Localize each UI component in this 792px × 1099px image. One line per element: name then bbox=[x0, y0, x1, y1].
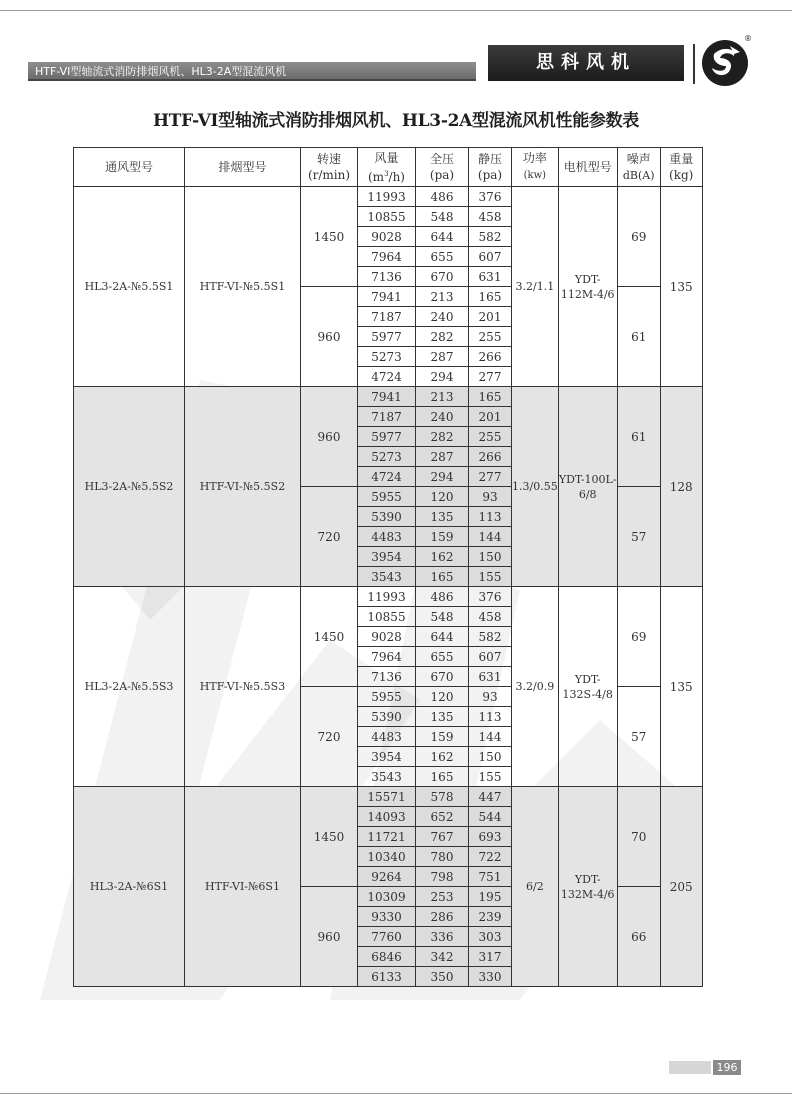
noise-cell: 57 bbox=[617, 487, 660, 587]
model-group bbox=[74, 587, 703, 787]
static-pressure-cell: 607 bbox=[469, 247, 512, 267]
performance-table-wrapper bbox=[73, 147, 703, 987]
header-vent-model: 通风型号 bbox=[74, 148, 185, 187]
airflow-cell: 9028 bbox=[358, 627, 416, 647]
vent-model-cell: HL3-2A-№5.5S3 bbox=[74, 587, 185, 787]
airflow-cell: 9028 bbox=[358, 227, 416, 247]
static-pressure-cell: 458 bbox=[469, 607, 512, 627]
total-pressure-cell: 213 bbox=[416, 287, 469, 307]
airflow-cell: 3543 bbox=[358, 767, 416, 787]
vent-model-cell: HL3-2A-№5.5S2 bbox=[74, 387, 185, 587]
series-header-bar: HTF-VI型轴流式消防排烟风机、HL3-2A型混流风机 bbox=[28, 62, 476, 81]
static-pressure-cell: 113 bbox=[469, 707, 512, 727]
static-pressure-cell: 165 bbox=[469, 287, 512, 307]
total-pressure-cell: 159 bbox=[416, 727, 469, 747]
total-pressure-cell: 165 bbox=[416, 767, 469, 787]
static-pressure-cell: 582 bbox=[469, 627, 512, 647]
total-pressure-cell: 655 bbox=[416, 247, 469, 267]
noise-cell: 61 bbox=[617, 387, 660, 487]
static-pressure-cell: 93 bbox=[469, 687, 512, 707]
airflow-cell: 11721 bbox=[358, 827, 416, 847]
model-group bbox=[74, 187, 703, 387]
vent-model-cell: HL3-2A-№5.5S1 bbox=[74, 187, 185, 387]
power-cell: 3.2/0.9 bbox=[512, 587, 559, 787]
airflow-cell: 10855 bbox=[358, 607, 416, 627]
header-smoke-model: 排烟型号 bbox=[185, 148, 301, 187]
static-pressure-cell: 303 bbox=[469, 927, 512, 947]
static-pressure-cell: 693 bbox=[469, 827, 512, 847]
smoke-model-cell: HTF-VI-№5.5S1 bbox=[185, 187, 301, 387]
airflow-cell: 4483 bbox=[358, 727, 416, 747]
airflow-cell: 9264 bbox=[358, 867, 416, 887]
motor-model-cell: YDT-100L-6/8 bbox=[558, 387, 617, 587]
static-pressure-cell: 239 bbox=[469, 907, 512, 927]
total-pressure-cell: 253 bbox=[416, 887, 469, 907]
static-pressure-cell: 144 bbox=[469, 527, 512, 547]
total-pressure-cell: 294 bbox=[416, 467, 469, 487]
static-pressure-cell: 277 bbox=[469, 367, 512, 387]
total-pressure-cell: 652 bbox=[416, 807, 469, 827]
static-pressure-cell: 607 bbox=[469, 647, 512, 667]
static-pressure-cell: 330 bbox=[469, 967, 512, 987]
header-airflow: 风量 $(m^3/h)$ bbox=[358, 148, 416, 187]
total-pressure-cell: 159 bbox=[416, 527, 469, 547]
motor-model-cell: YDT-112M-4/6 bbox=[558, 187, 617, 387]
total-pressure-cell: 548 bbox=[416, 607, 469, 627]
table-row bbox=[74, 187, 703, 207]
smoke-model-cell: HTF-VI-№6S1 bbox=[185, 787, 301, 987]
total-pressure-cell: 670 bbox=[416, 267, 469, 287]
noise-cell: 57 bbox=[617, 687, 660, 787]
registered-mark: ® bbox=[744, 34, 752, 43]
weight-cell: 135 bbox=[660, 587, 702, 787]
static-pressure-cell: 155 bbox=[469, 567, 512, 587]
header-noise: 噪声 dB(A) bbox=[617, 148, 660, 187]
speed-cell: 720 bbox=[301, 487, 358, 587]
brand-separator bbox=[693, 44, 695, 84]
static-pressure-cell: 722 bbox=[469, 847, 512, 867]
airflow-cell: 9330 bbox=[358, 907, 416, 927]
total-pressure-cell: 548 bbox=[416, 207, 469, 227]
table-row bbox=[74, 387, 703, 407]
airflow-cell: 7187 bbox=[358, 307, 416, 327]
weight-cell: 205 bbox=[660, 787, 702, 987]
speed-cell: 1450 bbox=[301, 187, 358, 287]
table-header-row bbox=[74, 148, 703, 187]
page-title: HTF-VI型轴流式消防排烟风机、HL3-2A型混流风机性能参数表 bbox=[153, 111, 639, 131]
airflow-cell: 3954 bbox=[358, 747, 416, 767]
static-pressure-cell: 155 bbox=[469, 767, 512, 787]
total-pressure-cell: 486 bbox=[416, 587, 469, 607]
static-pressure-cell: 150 bbox=[469, 747, 512, 767]
airflow-cell: 5955 bbox=[358, 487, 416, 507]
total-pressure-cell: 282 bbox=[416, 427, 469, 447]
airflow-cell: 7136 bbox=[358, 267, 416, 287]
static-pressure-cell: 266 bbox=[469, 347, 512, 367]
speed-cell: 1450 bbox=[301, 587, 358, 687]
speed-cell: 960 bbox=[301, 887, 358, 987]
airflow-cell: 4724 bbox=[358, 467, 416, 487]
total-pressure-cell: 120 bbox=[416, 487, 469, 507]
total-pressure-cell: 578 bbox=[416, 787, 469, 807]
header-static-pressure: 静压 (pa) bbox=[469, 148, 512, 187]
total-pressure-cell: 282 bbox=[416, 327, 469, 347]
total-pressure-cell: 336 bbox=[416, 927, 469, 947]
page-number: 196 bbox=[713, 1060, 741, 1075]
static-pressure-cell: 458 bbox=[469, 207, 512, 227]
airflow-cell: 6846 bbox=[358, 947, 416, 967]
smoke-model-cell: HTF-VI-№5.5S3 bbox=[185, 587, 301, 787]
noise-cell: 69 bbox=[617, 187, 660, 287]
total-pressure-cell: 240 bbox=[416, 307, 469, 327]
total-pressure-cell: 135 bbox=[416, 507, 469, 527]
static-pressure-cell: 317 bbox=[469, 947, 512, 967]
total-pressure-cell: 655 bbox=[416, 647, 469, 667]
motor-model-cell: YDT-132S-4/8 bbox=[558, 587, 617, 787]
airflow-cell: 5273 bbox=[358, 447, 416, 467]
total-pressure-cell: 213 bbox=[416, 387, 469, 407]
noise-cell: 69 bbox=[617, 587, 660, 687]
total-pressure-cell: 162 bbox=[416, 547, 469, 567]
speed-cell: 960 bbox=[301, 287, 358, 387]
airflow-cell: 5273 bbox=[358, 347, 416, 367]
airflow-cell: 7760 bbox=[358, 927, 416, 947]
power-cell: 6/2 bbox=[512, 787, 559, 987]
smoke-model-cell: HTF-VI-№5.5S2 bbox=[185, 387, 301, 587]
speed-cell: 960 bbox=[301, 387, 358, 487]
total-pressure-cell: 644 bbox=[416, 627, 469, 647]
total-pressure-cell: 120 bbox=[416, 687, 469, 707]
model-group bbox=[74, 387, 703, 587]
speed-cell: 720 bbox=[301, 687, 358, 787]
airflow-cell: 15571 bbox=[358, 787, 416, 807]
total-pressure-cell: 287 bbox=[416, 347, 469, 367]
airflow-cell: 5955 bbox=[358, 687, 416, 707]
airflow-cell: 11993 bbox=[358, 187, 416, 207]
total-pressure-cell: 350 bbox=[416, 967, 469, 987]
static-pressure-cell: 165 bbox=[469, 387, 512, 407]
static-pressure-cell: 376 bbox=[469, 587, 512, 607]
static-pressure-cell: 447 bbox=[469, 787, 512, 807]
airflow-cell: 5977 bbox=[358, 327, 416, 347]
power-cell: 1.3/0.55 bbox=[512, 387, 559, 587]
airflow-cell: 7187 bbox=[358, 407, 416, 427]
static-pressure-cell: 582 bbox=[469, 227, 512, 247]
model-group bbox=[74, 787, 703, 987]
total-pressure-cell: 286 bbox=[416, 907, 469, 927]
total-pressure-cell: 644 bbox=[416, 227, 469, 247]
header-motor-model: 电机型号 bbox=[558, 148, 617, 187]
static-pressure-cell: 266 bbox=[469, 447, 512, 467]
brand-name: 思科风机 bbox=[488, 45, 684, 81]
performance-table bbox=[73, 147, 703, 987]
brand-logo-icon bbox=[700, 38, 750, 88]
static-pressure-cell: 113 bbox=[469, 507, 512, 527]
table-row bbox=[74, 787, 703, 807]
total-pressure-cell: 287 bbox=[416, 447, 469, 467]
total-pressure-cell: 798 bbox=[416, 867, 469, 887]
total-pressure-cell: 342 bbox=[416, 947, 469, 967]
static-pressure-cell: 751 bbox=[469, 867, 512, 887]
static-pressure-cell: 195 bbox=[469, 887, 512, 907]
static-pressure-cell: 631 bbox=[469, 267, 512, 287]
weight-cell: 135 bbox=[660, 187, 702, 387]
vent-model-cell: HL3-2A-№6S1 bbox=[74, 787, 185, 987]
airflow-cell: 7941 bbox=[358, 287, 416, 307]
header-total-pressure: 全压 (pa) bbox=[416, 148, 469, 187]
header-weight: 重量 (kg) bbox=[660, 148, 702, 187]
total-pressure-cell: 135 bbox=[416, 707, 469, 727]
static-pressure-cell: 150 bbox=[469, 547, 512, 567]
airflow-cell: 14093 bbox=[358, 807, 416, 827]
airflow-cell: 10340 bbox=[358, 847, 416, 867]
total-pressure-cell: 240 bbox=[416, 407, 469, 427]
page-number-bar bbox=[669, 1061, 711, 1074]
total-pressure-cell: 767 bbox=[416, 827, 469, 847]
airflow-cell: 10855 bbox=[358, 207, 416, 227]
airflow-cell: 3543 bbox=[358, 567, 416, 587]
airflow-cell: 7964 bbox=[358, 647, 416, 667]
bottom-rule bbox=[0, 1093, 792, 1094]
total-pressure-cell: 486 bbox=[416, 187, 469, 207]
static-pressure-cell: 201 bbox=[469, 307, 512, 327]
static-pressure-cell: 376 bbox=[469, 187, 512, 207]
airflow-cell: 5390 bbox=[358, 507, 416, 527]
airflow-cell: 10309 bbox=[358, 887, 416, 907]
header-power: 功率 (kw) bbox=[512, 148, 559, 187]
static-pressure-cell: 93 bbox=[469, 487, 512, 507]
static-pressure-cell: 255 bbox=[469, 327, 512, 347]
airflow-cell: 3954 bbox=[358, 547, 416, 567]
total-pressure-cell: 294 bbox=[416, 367, 469, 387]
power-cell: 3.2/1.1 bbox=[512, 187, 559, 387]
static-pressure-cell: 144 bbox=[469, 727, 512, 747]
airflow-cell: 7964 bbox=[358, 247, 416, 267]
header-speed: 转速 (r/min) bbox=[301, 148, 358, 187]
total-pressure-cell: 165 bbox=[416, 567, 469, 587]
total-pressure-cell: 780 bbox=[416, 847, 469, 867]
weight-cell: 128 bbox=[660, 387, 702, 587]
airflow-cell: 11993 bbox=[358, 587, 416, 607]
static-pressure-cell: 631 bbox=[469, 667, 512, 687]
speed-cell: 1450 bbox=[301, 787, 358, 887]
motor-model-cell: YDT-132M-4/6 bbox=[558, 787, 617, 987]
noise-cell: 70 bbox=[617, 787, 660, 887]
total-pressure-cell: 670 bbox=[416, 667, 469, 687]
top-rule bbox=[0, 10, 792, 11]
table-row bbox=[74, 587, 703, 607]
static-pressure-cell: 544 bbox=[469, 807, 512, 827]
airflow-cell: 6133 bbox=[358, 967, 416, 987]
airflow-cell: 5977 bbox=[358, 427, 416, 447]
airflow-cell: 7941 bbox=[358, 387, 416, 407]
airflow-cell: 4724 bbox=[358, 367, 416, 387]
airflow-cell: 7136 bbox=[358, 667, 416, 687]
total-pressure-cell: 162 bbox=[416, 747, 469, 767]
static-pressure-cell: 277 bbox=[469, 467, 512, 487]
airflow-cell: 4483 bbox=[358, 527, 416, 547]
airflow-cell: 5390 bbox=[358, 707, 416, 727]
noise-cell: 61 bbox=[617, 287, 660, 387]
noise-cell: 66 bbox=[617, 887, 660, 987]
static-pressure-cell: 201 bbox=[469, 407, 512, 427]
static-pressure-cell: 255 bbox=[469, 427, 512, 447]
